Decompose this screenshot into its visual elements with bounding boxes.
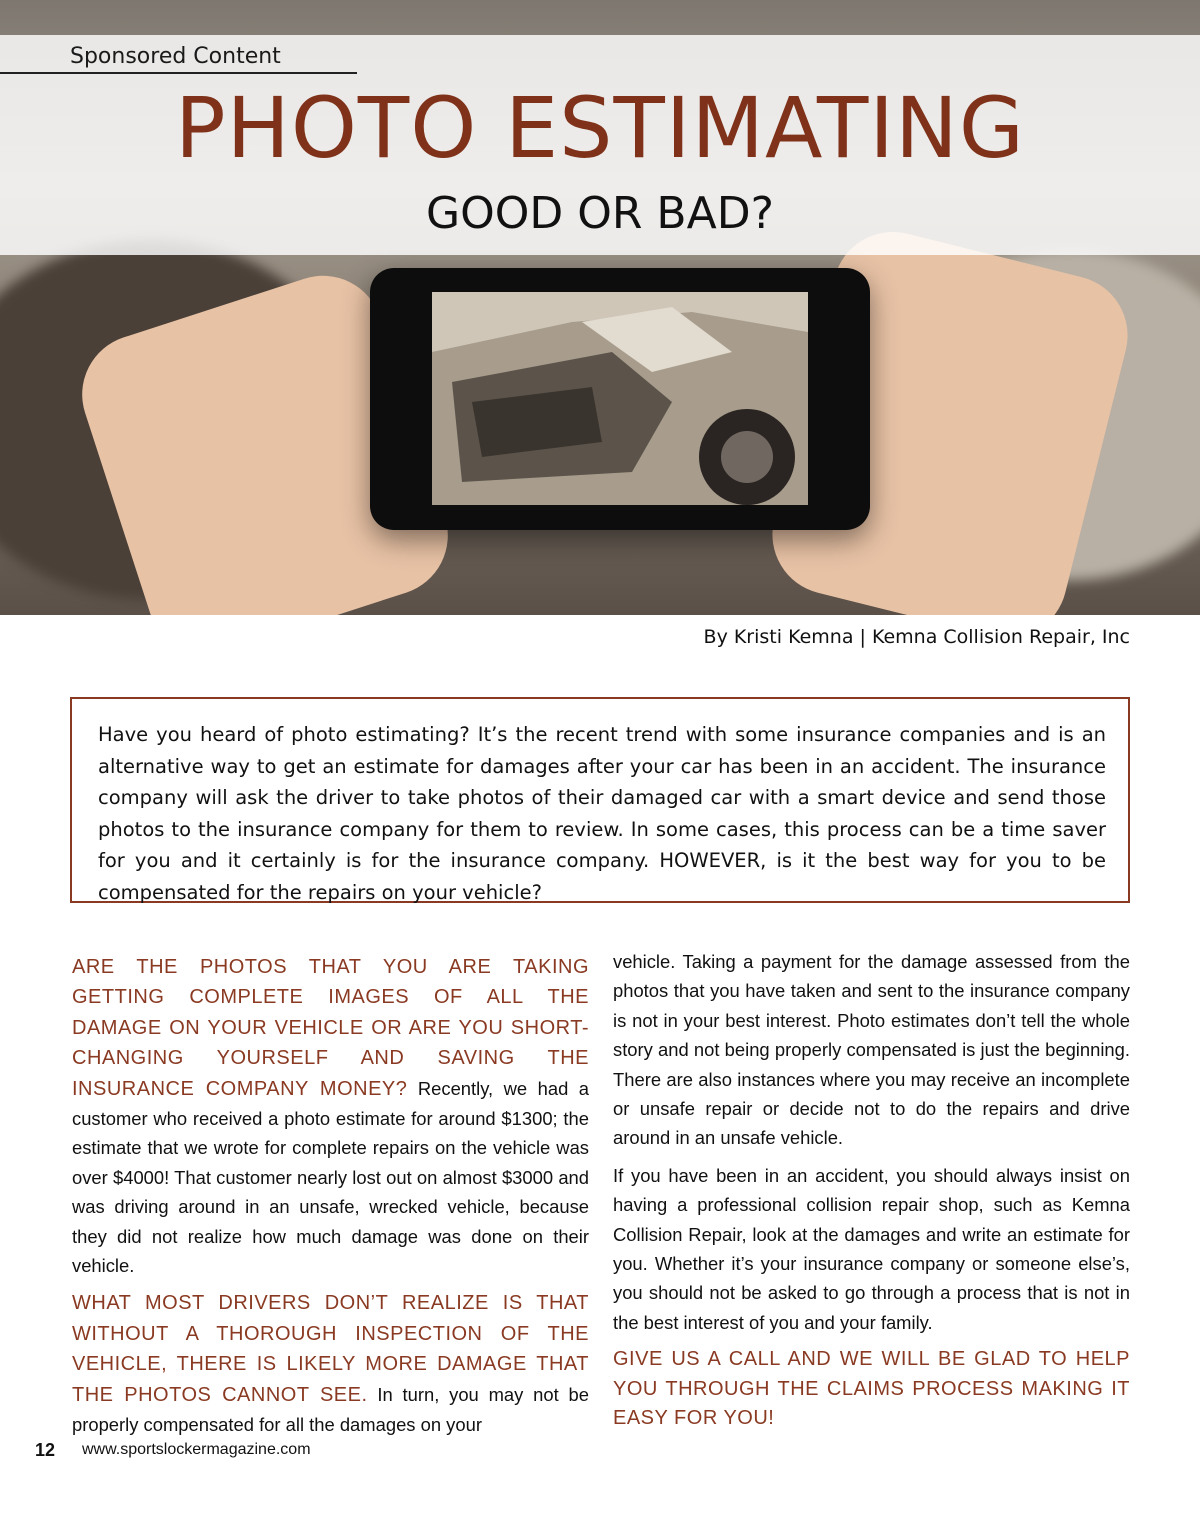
- footer-url[interactable]: www.sportslockermagazine.com: [82, 1441, 311, 1458]
- sponsored-divider: [0, 72, 357, 74]
- page-title: PHOTO ESTIMATING: [175, 79, 1025, 177]
- sponsored-label: Sponsored Content: [70, 44, 281, 69]
- left-accent-2: WHAT MOST DRIVERS DON’T REALIZE IS THAT WITHOUT A THOROUGH INSPECTION OF THE VEHICLE, THERE IS LIKELY MORE DAMAGE THAT THE PHOTOS CANNOT SEE.: [72, 1292, 589, 1406]
- right-paragraph-2: If you have been in an accident, you should always insist on having a professional collision repair shop, such as Kemna Collision Repair, look at the damages and write an estimate for you. Whether it’s your insurance company or someone else’s, you should not be asked to go through a process that is not in the best interest of you and your family.: [613, 1164, 1130, 1333]
- damaged-car-illustration: [432, 292, 808, 505]
- left-body-2: In turn, you may not be properly compensated for all the damages on your: [72, 1383, 589, 1436]
- page-subtitle: GOOD OR BAD?: [426, 188, 774, 239]
- left-accent-1: ARE THE PHOTOS THAT YOU ARE TAKING GETTING COMPLETE IMAGES OF ALL THE DAMAGE ON YOUR VEHICLE OR ARE YOU SHORT-CHANGING YOURSELF AND SAVING THE INSURANCE COMPANY MONEY?: [72, 956, 589, 1100]
- left-paragraph-1: [72, 952, 589, 1280]
- left-body-1: Recently, we had a customer who received a photo estimate for around $1300; the estimate that we wrote for complete repairs on the vehicle was over $4000! That customer nearly lost out on almost $3000 and was driving around in an unsafe, wrecked vehicle, because they did not realize how much damage was done on their vehicle.: [72, 1077, 590, 1277]
- page-number: 12: [35, 1440, 56, 1460]
- byline: By Kristi Kemna | Kemna Collision Repair, Inc: [703, 626, 1130, 648]
- right-call-to-action: GIVE US A CALL AND WE WILL BE GLAD TO HELP YOU THROUGH THE CLAIMS PROCESS MAKING IT EASY FOR YOU!: [613, 1348, 1130, 1430]
- right-paragraph-1: vehicle. Taking a payment for the damage assessed from the photos that you have taken and sent to the insurance company is not in your best interest. Photo estimates don’t tell the whole story and not being properly compensated is just the beginning. There are also instances where you may receive an incomplete or unsafe repair or decide not to do the repairs and drive around in an unsafe vehicle.: [613, 951, 1130, 1149]
- left-paragraph-2: [72, 1288, 589, 1439]
- right-column: [613, 947, 1130, 1442]
- damaged-car-photo: [432, 292, 808, 505]
- smartphone: [370, 268, 870, 530]
- left-column: [72, 952, 589, 1448]
- intro-text: Have you heard of photo estimating? It’s the recent trend with some insurance companies and is an alternative way to get an estimate for damages after your car has been in an accident. The insurance company will ask the driver to take photos of their damaged car with a smart device and send those photos to the insurance company for them to review. In some cases, this process can be a time saver for you and it certainly is for the insurance company. HOWEVER, is it the best way for you to be compensated for the repairs on your vehicle?: [98, 723, 1106, 904]
- intro-box: [70, 697, 1130, 903]
